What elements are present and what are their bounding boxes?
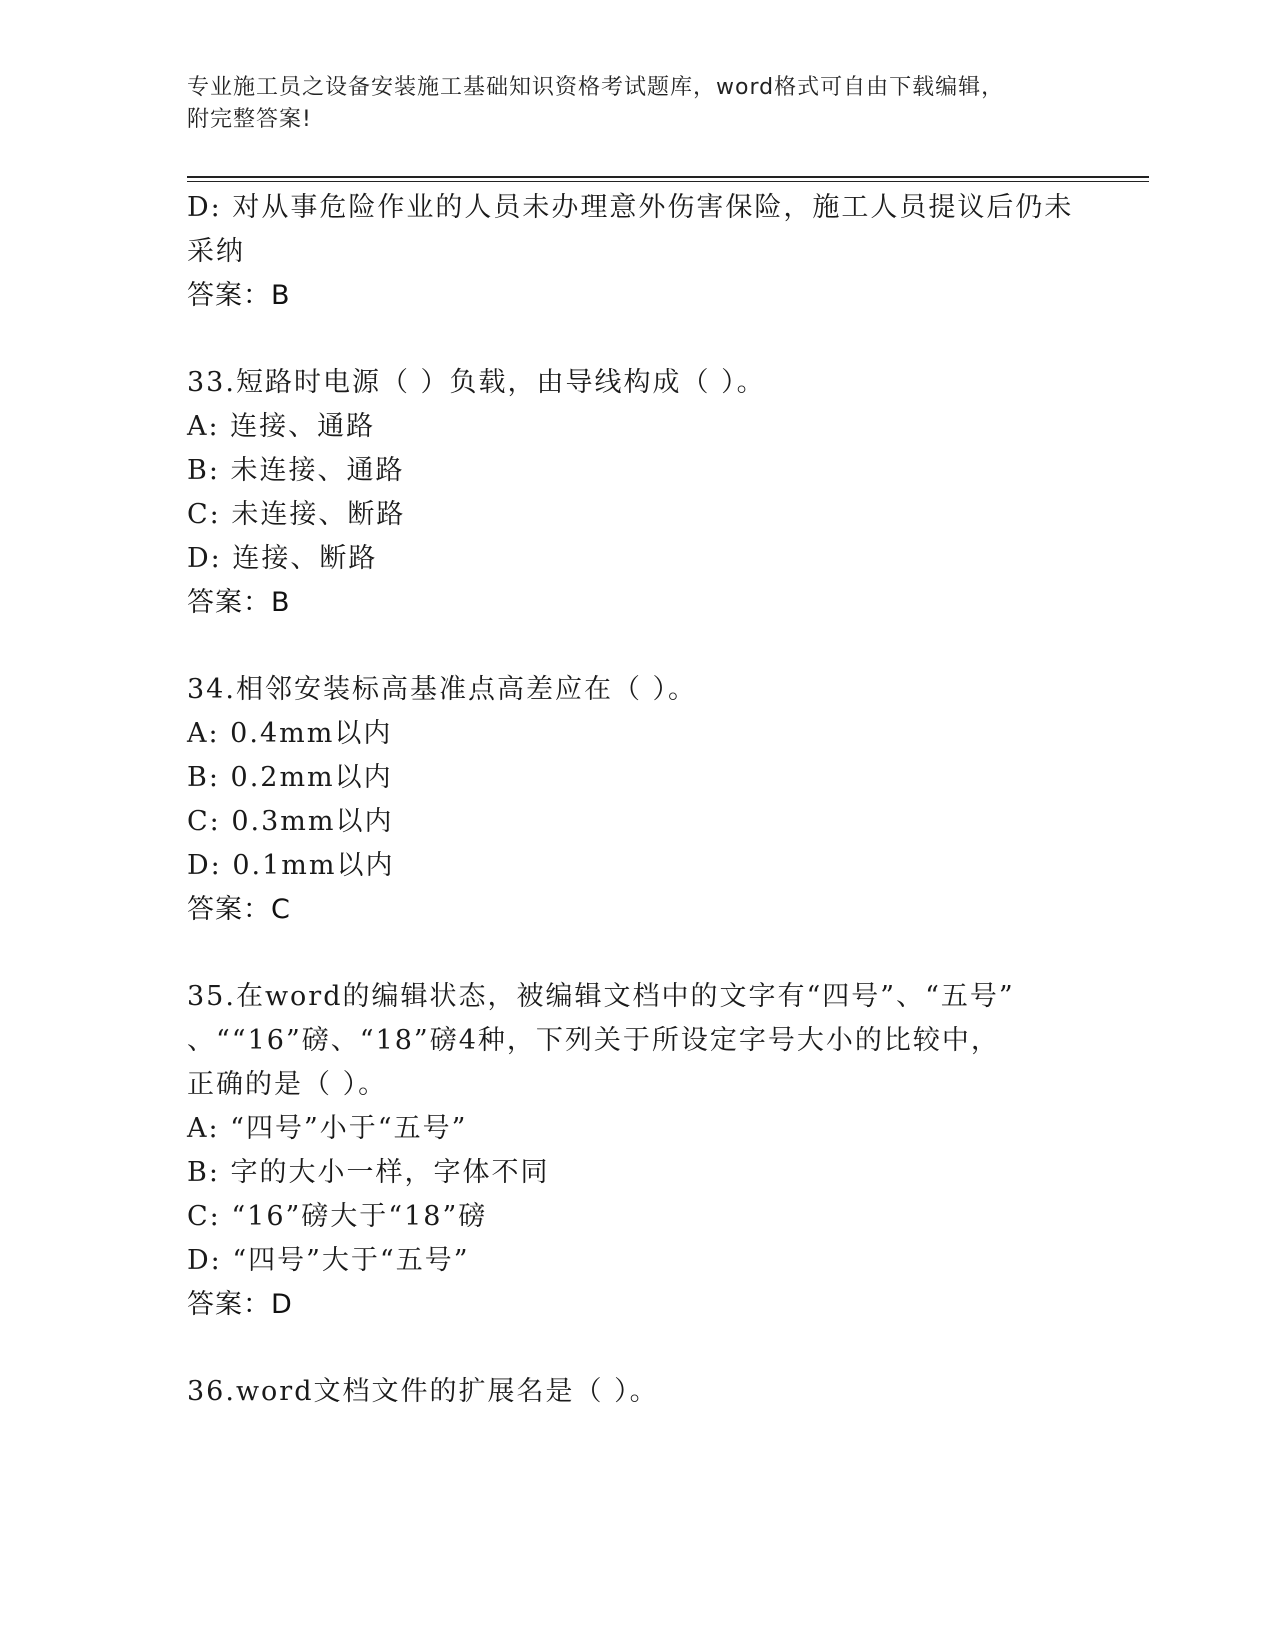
question-33-option-c: C: 未连接、断路: [187, 499, 406, 530]
question-33-stem: 33.短路时电源（ ）负载，由导线构成（ ）。: [187, 367, 766, 398]
question-34-option-c: C: 0.3mm以内: [187, 806, 394, 837]
question-35-option-b: B: 字的大小一样，字体不同: [187, 1157, 550, 1188]
prev-answer: 答案：B: [187, 280, 291, 311]
document-header: [187, 72, 1147, 136]
question-33-option-a: A: 连接、通路: [187, 411, 376, 442]
question-35-option-d: D: “四号”大于“五号”: [187, 1245, 470, 1276]
question-33-answer: 答案：B: [187, 587, 291, 618]
header-line-2: 附完整答案!: [187, 107, 312, 132]
header-rule-thin: [187, 181, 1149, 182]
question-34-option-d: D: 0.1mm以内: [187, 850, 395, 881]
question-35-option-a: A: “四号”小于“五号”: [187, 1113, 468, 1144]
question-34-option-b: B: 0.2mm以内: [187, 762, 393, 793]
question-34-option-a: A: 0.4mm以内: [187, 718, 393, 749]
question-33-option-d: D: 连接、断路: [187, 543, 378, 574]
prev-option-d-line-1: D: 对从事危险作业的人员未办理意外伤害保险，施工人员提议后仍未: [187, 192, 1074, 223]
question-35-stem-line-1: 35.在word的编辑状态，被编辑文档中的文字有“四号”、“五号”: [187, 981, 1015, 1012]
question-35-stem-line-3: 正确的是（ ）。: [187, 1069, 388, 1100]
header-line-1: 专业施工员之设备安装施工基础知识资格考试题库，word格式可自由下载编辑，: [187, 75, 1005, 100]
question-33-option-b: B: 未连接、通路: [187, 455, 405, 486]
prev-option-d-line-2: 采纳: [187, 236, 245, 267]
question-35-option-c: C: “16”磅大于“18”磅: [187, 1201, 488, 1232]
question-35-answer: 答案：D: [187, 1289, 293, 1320]
question-36-stem: 36.word文档文件的扩展名是（ ）。: [187, 1376, 659, 1407]
question-35-stem-line-2: 、““16”磅、“18”磅4种，下列关于所设定字号大小的比较中，: [187, 1025, 1000, 1056]
question-34-answer: 答案：C: [187, 894, 291, 925]
question-34-stem: 34.相邻安装标高基准点高差应在（ ）。: [187, 674, 698, 705]
header-rule-thick: [187, 176, 1149, 178]
